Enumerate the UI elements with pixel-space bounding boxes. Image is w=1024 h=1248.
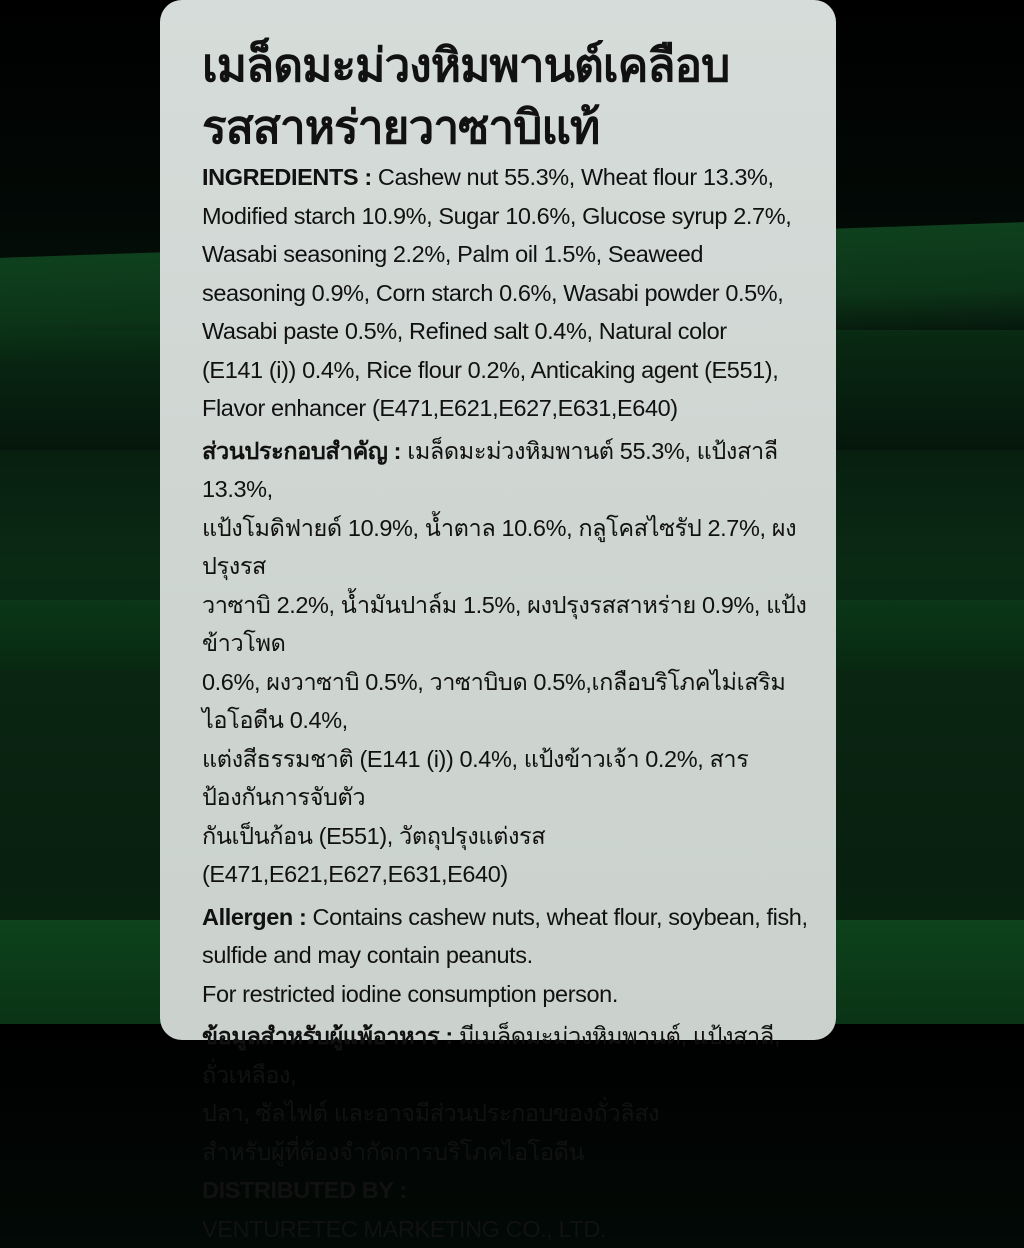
- allergen-english: [202, 898, 812, 1014]
- ingredients-text-thai: กันเป็นก้อน (E551), วัตถุปรุงแต่งรส (E471,E621,E627,E631,E640): [202, 817, 812, 894]
- allergen-label-thai: ข้อมูลสำหรับผู้แพ้อาหาร :: [202, 1023, 453, 1049]
- ingredients-thai: [202, 432, 812, 894]
- ingredients-text: Wasabi paste 0.5%, Refined salt 0.4%, Natural color: [202, 312, 812, 351]
- ingredients-text: (E141 (i)) 0.4%, Rice flour 0.2%, Anticaking agent (E551),: [202, 351, 812, 390]
- ingredients-label: INGREDIENTS :: [202, 164, 372, 190]
- allergen-text: For restricted iodine consumption person.: [202, 975, 812, 1014]
- allergen-label: Allergen :: [202, 904, 306, 930]
- ingredients-label-thai: ส่วนประกอบสำคัญ :: [202, 438, 401, 464]
- ingredients-text: Modified starch 10.9%, Sugar 10.6%, Glucose syrup 2.7%,: [202, 197, 812, 236]
- product-title: [202, 34, 812, 158]
- ingredients-text: Flavor enhancer (E471,E621,E627,E631,E640): [202, 389, 812, 428]
- distributor-label: DISTRIBUTED BY :: [202, 1177, 407, 1203]
- allergen-text-thai: สำหรับผู้ที่ต้องจำกัดการบริโภคไอโอดีน: [202, 1133, 812, 1172]
- ingredients-text: seasoning 0.9%, Corn starch 0.6%, Wasabi powder 0.5%,: [202, 274, 812, 313]
- label-panel: [160, 0, 836, 1040]
- allergen-thai: [202, 1017, 812, 1171]
- title-line: รสสาหร่ายวาซาบิแท้: [202, 96, 812, 158]
- title-line: เมล็ดมะม่วงหิมพานต์เคลือบ: [202, 34, 812, 96]
- allergen-text: sulfide and may contain peanuts.: [202, 936, 812, 975]
- allergen-text-thai: มีเมล็ดมะม่วงหิมพานต์, แป้งสาลี, ถั่วเหลือง,: [202, 1023, 780, 1088]
- distributor: [202, 1171, 812, 1248]
- ingredients-text-thai: แต่งสีธรรมชาติ (E141 (i)) 0.4%, แป้งข้าวเจ้า 0.2%, สารป้องกันการจับตัว: [202, 740, 812, 817]
- allergen-text: Contains cashew nuts, wheat flour, soybean, fish,: [306, 904, 807, 930]
- allergen-text-thai: ปลา, ซัลไฟต์ และอาจมีส่วนประกอบของถั่วลิสง: [202, 1094, 812, 1133]
- distributor-name: VENTURETEC MARKETING CO., LTD.: [202, 1210, 812, 1248]
- ingredients-english: [202, 158, 812, 428]
- ingredients-text: Cashew nut 55.3%, Wheat flour 13.3%,: [372, 164, 774, 190]
- ingredients-text-thai: 0.6%, ผงวาซาบิ 0.5%, วาซาบิบด 0.5%,เกลือบริโภคไม่เสริมไอโอดีน 0.4%,: [202, 663, 812, 740]
- ingredients-text-thai: เมล็ดมะม่วงหิมพานต์ 55.3%, แป้งสาลี 13.3%,: [202, 438, 778, 503]
- ingredients-text-thai: แป้งโมดิฟายด์ 10.9%, น้ำตาล 10.6%, กลูโคสไซรัป 2.7%, ผงปรุงรส: [202, 509, 812, 586]
- ingredients-text: Wasabi seasoning 2.2%, Palm oil 1.5%, Seaweed: [202, 235, 812, 274]
- ingredients-text-thai: วาซาบิ 2.2%, น้ำมันปาล์ม 1.5%, ผงปรุงรสสาหร่าย 0.9%, แป้งข้าวโพด: [202, 586, 812, 663]
